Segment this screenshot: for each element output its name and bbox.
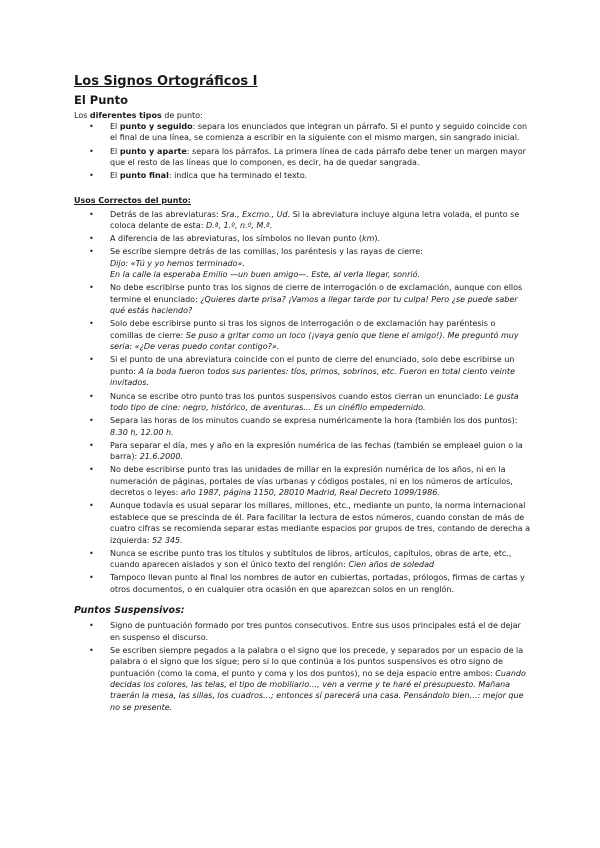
section-heading-punto: El Punto [74, 93, 129, 107]
list-item: • Se escribe siempre detrás de las comillas, los paréntesis y las rayas de cierre: Dijo: «Tú y yo hemos terminado». En la calle la esperaba Emilio —un buen amigo—. Este, al verla llegar, sonrió. [74, 246, 530, 280]
list-item: • Nunca se escribe punto tras los títulos y subtítulos de libros, artículos, capítulos, obras de arte, etc., cuando aparecen aislados y son el único texto del renglón: Cien años de soledad [74, 548, 530, 571]
list-item: • Separa las horas de los minutos cuando se expresa numéricamente la hora (también los dos puntos): 8.30 h, 12.00 h. [74, 415, 530, 438]
list-item: • Se escriben siempre pegados a la palabra o el signo que los precede, y separados por un espacio de la palabra o el signo que los sigue; pero si lo que continúa a los puntos suspensivos es otro signo de puntuación (como la coma, el punto y coma y los dos puntos), no se deja espacio entre ambos: Cuando decidas los colores, las telas, el tipo de mobiliario…, ven a verme y te haré el presupuesto. Mañana traerán la mesa, las sillas, los cuadros…; entonces sí parecerá una casa. Pensándolo bien…: mejor que no se presente. [74, 645, 530, 713]
list-item: • Nunca se escribe otro punto tras los puntos suspensivos cuando estos cierran un enunciado: Le gusta todo tipo de cine: negro, histórico, de aventuras… Es un cinéfilo empedernido. [74, 391, 530, 414]
list-item: • El punto final: indica que ha terminado el texto. [74, 170, 530, 181]
list-item: • No debe escribirse punto tras las unidades de millar en la expresión numérica de los años, ni en la numeración de páginas, portales de vías urbanas y códigos postales, ni en los números de artículos, decretos o leyes: año 1987, página 1150, 28010 Madrid, Real Decreto 1099/1986. [74, 464, 530, 498]
page-title: Los Signos Ortográficos I [74, 74, 258, 89]
list-item: • Si el punto de una abreviatura coincide con el punto de cierre del enunciado, solo debe escribirse un punto: A la boda fueron todos sus parientes: tíos, primos, sobrinos, etc. Fueron en total ciento veinte invitados. [74, 354, 530, 388]
list-item: • Para separar el día, mes y año en la expresión numérica de las fechas (también se empleael guion o la barra): 21.6.2000. [74, 440, 530, 463]
list-item: • A diferencia de las abreviaturas, los símbolos no llevan punto (km). [74, 233, 530, 244]
tipos-list [74, 121, 530, 182]
list-item: • Tampoco llevan punto al final los nombres de autor en cubiertas, portadas, prólogos, firmas de cartas y otros documentos, o en cualquier otra ocasión en que aparezcan solos en un renglón. [74, 572, 530, 595]
usos-list [74, 209, 530, 596]
intro-text: Los diferentes tipos de punto: [74, 111, 203, 120]
list-item: • Solo debe escribirse punto si tras los signos de interrogación o de exclamación hay paréntesis o comillas de cierre: Se puso a gritar como un loco (¡vaya genio que tiene el amigo!). Me preguntó muy seria: «¿De veras puedo contar contigo?». [74, 318, 530, 352]
list-item: • El punto y seguido: separa los enunciados que integran un párrafo. Si el punto y seguido coincide con el final de una línea, se comienza a escribir en la siguiente con el mismo margen, sin sangrado inicial. [74, 121, 530, 144]
list-item: • El punto y aparte: separa los párrafos. La primera línea de cada párrafo debe tener un margen mayor que el resto de las líneas que lo componen, es decir, ha de quedar sangrada. [74, 146, 530, 169]
document-page [74, 74, 530, 715]
list-item: • No debe escribirse punto tras los signos de cierre de interrogación o de exclamación, aunque con ellos termine el enunciado: ¿Quieres darte prisa? ¡Vamos a llegar tarde por tu culpa! Pero ¿se puede saber qué estás haciendo? [74, 282, 530, 316]
usos-heading: Usos Correctos del punto: [74, 195, 191, 205]
list-item: • Detrás de las abreviaturas: Sra., Excmo., Ud. Si la abreviatura incluye alguna letra volada, el punto se coloca delante de esta: D.ª, 1.º, n.º, M.ª. [74, 209, 530, 232]
suspensivos-heading: Puntos Suspensivos: [74, 605, 185, 617]
list-item: • Signo de puntuación formado por tres puntos consecutivos. Entre sus usos principales está el de dejar en suspenso el discurso. [74, 620, 530, 643]
suspensivos-list [74, 620, 530, 713]
list-item: • Aunque todavía es usual separar los millares, millones, etc., mediante un punto, la norma internacional establece que se prescinda de él. Para facilitar la lectura de estos números, cuando constan de más de cuatro cifras se recomienda separar estas mediante espacios por grupos de tres, contando de derecha a izquierda: 52 345. [74, 500, 530, 546]
